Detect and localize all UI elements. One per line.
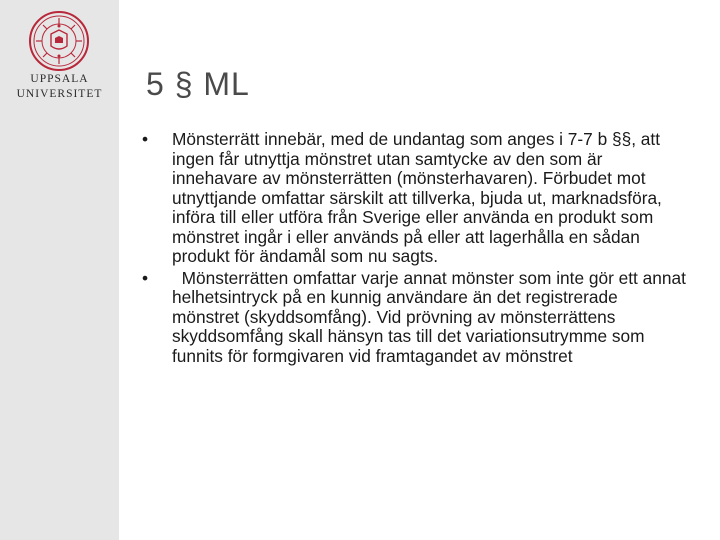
bullet-list <box>142 129 691 368</box>
university-seal-icon <box>28 10 90 72</box>
bullet-item <box>142 267 691 367</box>
sidebar <box>0 0 119 540</box>
logo-text-line1: UPPSALA <box>30 73 89 85</box>
logo-text-line2: UNIVERSITET <box>16 88 103 100</box>
bullet-text: Mönsterrätt innebär, med de undantag som anges i 7-7 b §§, att ingen får utnyttja mönstret utan samtycke av den som är innehavare av mönsterrätten (mönsterhavaren). Förbudet mot utnyttjande omfattar särskilt att tillverka, bjuda ut, marknadsföra, införa till eller utföra från Sverige eller använda en produkt som mönstret ingår i eller används på eller att lagerhålla en sådan produkt för ändamål som nu sagts. <box>172 129 662 266</box>
bullet-marker: • <box>142 267 149 288</box>
slide-title: 5 § ML <box>146 66 250 102</box>
bullet-item <box>142 130 687 267</box>
bullet-text: Mönsterrätten omfattar varje annat mönster som inte gör ett annat helhetsintryck på en kunnig användare än det registrerade mönstret (skyddsomfång). Vid prövning av mönsterrättens skyddsomfång skall hänsyn tas till det variationsutrymme som funnits för formgivaren vid framtagandet av mönstret <box>172 267 691 366</box>
bullet-marker: • <box>142 129 149 149</box>
